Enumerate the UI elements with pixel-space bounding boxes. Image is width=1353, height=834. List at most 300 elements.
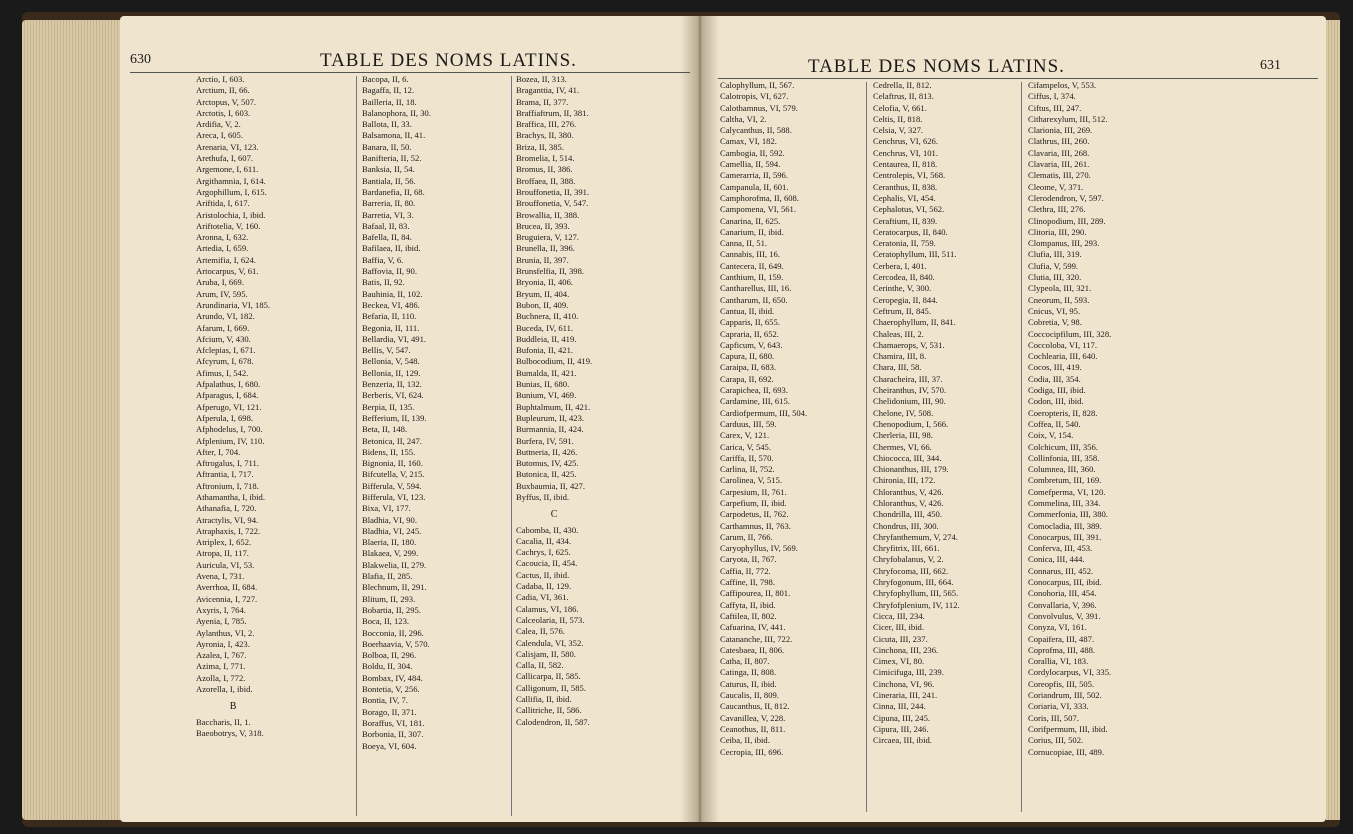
index-entry: Athanafia, I, 720. (196, 503, 257, 514)
index-column-2 (873, 80, 960, 747)
index-entry: Characheira, III, 37. (873, 373, 943, 384)
index-entry: Conocarpus, III, ibid. (1028, 577, 1102, 588)
index-entry: Cicer, III, ibid. (873, 622, 924, 633)
index-entry: Chelone, IV, 508. (873, 407, 934, 418)
index-entry: Bulbocodium, II, 419. (516, 356, 593, 367)
index-entry: Cimex, VI, 80. (873, 656, 925, 667)
index-entry: Arundinaria, VI, 185. (196, 299, 271, 310)
index-entry: Codon, III, ibid. (1028, 396, 1084, 407)
index-entry: Befferium, II, 139. (362, 412, 427, 423)
index-entry: Azima, I, 771. (196, 661, 246, 672)
index-entry: Caucalis, II, 809. (720, 690, 779, 701)
index-entry: Ayronia, I, 423. (196, 638, 250, 649)
index-entry: Buchnera, II, 410. (516, 311, 579, 322)
right-page (698, 16, 1326, 822)
index-entry: Corius, III, 502. (1028, 735, 1084, 746)
index-entry: Carex, V, 121. (720, 430, 770, 441)
index-entry: Corallia, VI, 183. (1028, 656, 1089, 667)
index-entry: Chloranthus, V, 426. (873, 486, 944, 497)
index-entry: Cicuta, III, 237. (873, 633, 928, 644)
index-entry: Blaeria, II, 180. (362, 537, 417, 548)
index-entry: Blitum, II, 293. (362, 593, 416, 604)
index-entry: Brama, II, 377. (516, 96, 569, 107)
index-entry: Afclepias, I, 671. (196, 345, 256, 356)
index-entry: Caftilea, II, 802. (720, 610, 777, 621)
index-entry: Boca, II, 123. (362, 616, 410, 627)
index-entry: Camerarria, II, 596. (720, 170, 789, 181)
index-entry: Athamantha, I, ibid. (196, 491, 265, 502)
index-entry: Braganttia, IV, 41. (516, 85, 580, 96)
index-entry: Chironia, III, 172. (873, 475, 936, 486)
index-entry: Bignonia, II, 160. (362, 458, 423, 469)
index-entry: Camax, VI, 182. (720, 136, 777, 147)
index-entry: Convallaria, V, 396. (1028, 599, 1097, 610)
header-rule (718, 78, 1318, 79)
index-entry: Bantiala, II, 56. (362, 175, 416, 186)
index-entry: Aylanthus, VI, 2. (196, 627, 255, 638)
index-entry: Bifferula, V, 594. (362, 480, 422, 491)
index-entry: Benzeria, II, 132. (362, 379, 422, 390)
index-entry: Cimicifuga, III, 239. (873, 667, 944, 678)
page-number: 630 (130, 52, 151, 67)
index-entry: Cinchona, VI, 96. (873, 678, 935, 689)
index-entry: Bupleurum, II, 423. (516, 412, 585, 423)
index-entry: Chenopodium, I, 566. (873, 418, 949, 429)
index-entry: Boldu, II, 304. (362, 661, 413, 672)
index-entry: Conyza, VI, 161. (1028, 622, 1087, 633)
index-entry: Cachrys, I, 625. (516, 547, 571, 558)
index-entry: Calea, II, 576. (516, 626, 565, 637)
index-entry: Calisjam, II, 580. (516, 648, 576, 659)
index-entry: Coccocipfilum, III, 328. (1028, 328, 1112, 339)
index-entry: Calophyllum, II, 567. (720, 80, 795, 90)
index-entry: Cochlearia, III, 640. (1028, 351, 1098, 362)
index-entry: Cephalotus, VI, 562. (873, 204, 945, 215)
index-entry: Bombax, IV, 484. (362, 672, 423, 683)
index-entry: Commelina, III, 334. (1028, 497, 1101, 508)
index-entry: Cantecera, II, 649. (720, 260, 784, 271)
index-entry: Cariffa, II, 570. (720, 452, 774, 463)
index-column-3 (1028, 80, 1111, 758)
index-entry: Ceratophyllum, III, 511. (873, 249, 957, 260)
index-entry: Chryfobalanus, V, 2. (873, 554, 944, 565)
index-entry: Bunium, VI, 469. (516, 390, 577, 401)
index-entry: Capficum, V, 643. (720, 339, 783, 350)
index-entry: Coriaria, VI, 333. (1028, 701, 1089, 712)
index-entry: Boeya, VI, 604. (362, 740, 417, 751)
column-divider (511, 76, 512, 816)
index-entry: Cardiofpermum, III, 504. (720, 407, 808, 418)
section-letter: B (229, 701, 237, 713)
index-entry: Chloranthus, V, 426. (873, 497, 944, 508)
index-entry: Cantharellus, III, 16. (720, 283, 792, 294)
index-entry: Caffine, II, 798. (720, 577, 775, 588)
index-entry: Balsamona, II, 41. (362, 130, 426, 141)
index-entry: Ceiba, II, ibid. (720, 735, 770, 746)
index-entry: Clathrus, III, 260. (1028, 136, 1090, 147)
index-entry: Aftrantia, I, 717. (196, 469, 254, 480)
index-entry: Catesbaea, II, 806. (720, 644, 785, 655)
index-entry: Artocarpus, V, 61. (196, 266, 259, 277)
index-entry: Afcyrum, I, 678. (196, 356, 254, 367)
index-entry: Cephalis, VI, 454. (873, 192, 936, 203)
index-entry: Clufia, III, 319. (1028, 249, 1082, 260)
index-entry: Blakaea, V, 299. (362, 548, 419, 559)
index-entry: Berberis, VI, 624. (362, 390, 424, 401)
page-title: TABLE DES NOMS LATINS. (808, 56, 1065, 77)
index-entry: Carlina, II, 752. (720, 464, 775, 475)
index-entry: Cantharum, II, 650. (720, 294, 788, 305)
index-entry: Callitriche, II, 586. (516, 705, 582, 716)
index-entry: Conica, III, 444. (1028, 554, 1085, 565)
index-entry: Bryonia, II, 406. (516, 277, 574, 288)
index-entry: Blakwelia, II, 279. (362, 559, 427, 570)
index-entry: Bolboa, II, 296. (362, 650, 417, 661)
index-entry: Bauhinia, II, 102. (362, 288, 423, 299)
index-entry: Bafaal, II, 83. (362, 220, 410, 231)
index-entry: Calla, II, 582. (516, 660, 564, 671)
index-entry: Cneorum, II, 593. (1028, 294, 1090, 305)
index-entry: Coccoloba, VI, 117. (1028, 339, 1097, 350)
index-entry: Chaerophyllum, II, 841. (873, 317, 956, 328)
index-entry: Clypeola, III, 321. (1028, 283, 1092, 294)
index-entry: Centrolepis, VI, 568. (873, 170, 946, 181)
index-entry: Commerfonia, III, 380. (1028, 509, 1108, 520)
index-entry: Bruguiera, V, 127. (516, 232, 579, 243)
index-entry: Ciftus, III, 247. (1028, 102, 1082, 113)
index-entry: Celtis, II, 818. (873, 113, 923, 124)
index-entry: Catha, II, 807. (720, 656, 770, 667)
index-column-2 (362, 74, 431, 752)
index-entry: Calycanthus, II, 588. (720, 125, 792, 136)
index-entry: Celofia, V, 661. (873, 102, 927, 113)
index-entry: Canarina, II, 625. (720, 215, 781, 226)
index-entry: Buttneria, II, 426. (516, 446, 578, 457)
index-entry: Citharexylum, III, 512. (1028, 113, 1108, 124)
index-entry: Carica, V, 545. (720, 441, 771, 452)
index-entry: Clinopodium, III, 289. (1028, 215, 1106, 226)
index-entry: Beckea, VI, 486. (362, 299, 420, 310)
index-entry: Bobartia, II, 295. (362, 604, 421, 615)
index-entry: Clarionia, III, 269. (1028, 125, 1093, 136)
index-entry: Bagaffa, II, 12. (362, 85, 415, 96)
index-entry: Cerbera, I, 401. (873, 260, 927, 271)
index-entry: Bufonia, II, 421. (516, 345, 574, 356)
index-entry: Betonica, II, 247. (362, 435, 422, 446)
column-divider (1021, 82, 1022, 812)
index-entry: Campanula, II, 601. (720, 181, 789, 192)
index-entry: Baccharis, II, 1. (196, 716, 251, 727)
index-entry: Averrhoa, II, 684. (196, 582, 258, 593)
index-entry: Campomena, VI, 561. (720, 204, 796, 215)
index-entry: Azorella, I, ibid. (196, 684, 253, 695)
index-entry: Cipuna, III, 245. (873, 712, 931, 723)
index-entry: Caffia, II, 772. (720, 565, 771, 576)
index-entry: Cobretia, V, 98. (1028, 317, 1082, 328)
index-entry: Carpesium, II, 761. (720, 486, 787, 497)
index-entry: Afcium, V, 430. (196, 333, 251, 344)
index-entry: Catinga, II, 808. (720, 667, 777, 678)
index-entry: Cardamine, III, 615. (720, 396, 790, 407)
index-entry: Cleome, V, 371. (1028, 181, 1084, 192)
index-entry: Axyris, I, 764. (196, 604, 246, 615)
index-entry: Briza, II, 385. (516, 141, 564, 152)
index-entry: Coreopfis, III, 505. (1028, 678, 1095, 689)
index-column-3 (516, 74, 592, 728)
index-entry: Brucea, II, 393. (516, 220, 570, 231)
index-entry: Boraffus, VI, 181. (362, 717, 425, 728)
index-entry: Arctium, II, 66. (196, 85, 250, 96)
index-entry: Cipura, III, 246. (873, 723, 929, 734)
index-entry: Callifia, II, ibid. (516, 694, 572, 705)
index-entry: Aruba, I, 669. (196, 277, 244, 288)
index-entry: Artedia, I, 659. (196, 243, 249, 254)
index-entry: Ballota, II, 33. (362, 119, 412, 130)
index-entry: Bixa, VI, 177. (362, 503, 411, 514)
index-entry: Clavaria, III, 268. (1028, 147, 1090, 158)
index-entry: Chaleas, III, 2. (873, 328, 924, 339)
index-entry: Coprofma, III, 488. (1028, 644, 1096, 655)
index-entry: Chryfofplenium, IV, 112. (873, 599, 960, 610)
index-entry: Calothamnus, VI, 579. (720, 102, 798, 113)
index-entry: Chryfogonum, III, 664. (873, 577, 954, 588)
index-entry: After, I, 704. (196, 446, 241, 457)
index-entry: Copaifera, III, 487. (1028, 633, 1095, 644)
index-entry: Baffia, V, 6. (362, 254, 404, 265)
index-entry: Coriandrum, III, 502. (1028, 690, 1102, 701)
index-entry: Artemifia, I, 624. (196, 254, 256, 265)
index-entry: Chionanthus, III, 179. (873, 464, 949, 475)
index-entry: Ceratonia, II, 759. (873, 238, 936, 249)
index-entry: Cabomba, II, 430. (516, 524, 579, 535)
index-entry: Corifpermum, III, ibid. (1028, 723, 1108, 734)
index-entry: Boerhaavia, V, 570. (362, 638, 430, 649)
index-entry: Cornucopiae, III, 489. (1028, 746, 1105, 757)
index-entry: Chamira, III, 8. (873, 351, 927, 362)
index-entry: Afperugo, VI, 121. (196, 401, 262, 412)
index-entry: Avena, I, 731. (196, 571, 245, 582)
index-entry: Befaria, II, 110. (362, 311, 417, 322)
index-entry: Cheiranthus, IV, 570. (873, 385, 947, 396)
index-entry: Baffovia, II, 90. (362, 266, 417, 277)
index-entry: Browallia, II, 388. (516, 209, 580, 220)
index-entry: Butomus, IV, 425. (516, 458, 579, 469)
index-entry: Clutia, III, 320. (1028, 272, 1082, 283)
index-entry: Arctopus, V, 507. (196, 96, 257, 107)
index-entry: Atriplex, I, 652. (196, 537, 252, 548)
index-entry: Capraria, II, 652. (720, 328, 779, 339)
index-entry: Clompanus, III, 293. (1028, 238, 1100, 249)
index-entry: Chryfanthemum, V, 274. (873, 531, 958, 542)
index-column-1 (196, 74, 270, 739)
index-entry: Afperula, I, 698. (196, 412, 254, 423)
index-entry: Buceda, IV, 611. (516, 322, 574, 333)
index-column-1 (720, 80, 807, 758)
index-entry: Ceratocarpus, II, 840. (873, 226, 948, 237)
index-entry: Auricula, VI, 53. (196, 559, 255, 570)
index-entry: Bunias, II, 680. (516, 379, 570, 390)
index-entry: Cavanillea, V, 228. (720, 712, 786, 723)
index-entry: Celsia, V, 327. (873, 125, 924, 136)
index-entry: Centaurea, II, 818. (873, 159, 938, 170)
index-entry: Cannabis, III, 16. (720, 249, 780, 260)
index-entry: Caltha, VI, 2. (720, 113, 767, 124)
index-entry: Arctotis, I, 603. (196, 107, 251, 118)
index-entry: Banifteria, II, 52. (362, 153, 422, 164)
index-entry: Convolvulus, V, 391. (1028, 610, 1101, 621)
index-entry: Clematis, III, 270. (1028, 170, 1091, 181)
index-entry: Broffaea, II, 388. (516, 175, 576, 186)
index-entry: Conohoria, III, 454. (1028, 588, 1097, 599)
index-entry: Blechnum, II, 291. (362, 582, 427, 593)
header-rule (130, 72, 690, 73)
index-entry: Bailleria, II, 18. (362, 96, 417, 107)
index-entry: Butonica, II, 425. (516, 469, 577, 480)
index-entry: Bryum, II, 404. (516, 288, 570, 299)
index-entry: Avicennia, I, 727. (196, 593, 258, 604)
index-entry: Celaftrus, II, 813. (873, 91, 934, 102)
index-entry: Aristolochia, I, ibid. (196, 209, 266, 220)
index-entry: Bellardia, VI, 491. (362, 333, 427, 344)
index-entry: Cenchrus, VI, 626. (873, 136, 939, 147)
index-entry: Carthamnus, II, 763. (720, 520, 791, 531)
index-entry: Cambogia, II, 592. (720, 147, 785, 158)
index-entry: Cafuarina, IV, 441. (720, 622, 786, 633)
index-entry: Capura, II, 680. (720, 351, 775, 362)
index-entry: Cadia, VI, 361. (516, 592, 569, 603)
index-entry: Calendula, VI, 352. (516, 637, 584, 648)
index-entry: Braffiaftrum, II, 381. (516, 107, 589, 118)
index-entry: Chara, III, 58. (873, 362, 922, 373)
index-entry: Banara, II, 50. (362, 141, 412, 152)
index-entry: Cenchrus, VI, 101. (873, 147, 939, 158)
index-entry: Braffica, III, 276. (516, 119, 577, 130)
index-entry: Camellia, II, 594. (720, 159, 781, 170)
index-entry: Cinchona, III, 236. (873, 644, 939, 655)
index-entry: Atropa, II, 117. (196, 548, 249, 559)
index-entry: Bromelia, I, 514. (516, 153, 575, 164)
index-entry: Bocconia, II, 296. (362, 627, 424, 638)
index-entry: Calceolaria, II, 573. (516, 614, 585, 625)
index-entry: Aronna, I, 632. (196, 232, 249, 243)
index-entry: Bontetia, V, 256. (362, 684, 420, 695)
index-entry: Barreria, II, 80. (362, 198, 416, 209)
index-entry: Batis, II, 92. (362, 277, 405, 288)
index-entry: Bardanefia, II, 68. (362, 186, 425, 197)
index-entry: Cantua, II, ibid. (720, 305, 775, 316)
index-entry: Carapa, II, 692. (720, 373, 774, 384)
index-entry: Caucanthus, II, 812. (720, 701, 790, 712)
index-entry: Borago, II, 371. (362, 706, 417, 717)
index-entry: Combretum, III, 169. (1028, 475, 1102, 486)
index-entry: Chryfitrix, III, 661. (873, 543, 940, 554)
index-entry: Cecropia, III, 696. (720, 746, 784, 757)
index-entry: Bidens, II, 155. (362, 446, 416, 457)
index-entry: Bladhia, VI, 245. (362, 525, 422, 536)
index-entry: Cacalia, II, 434. (516, 535, 572, 546)
index-entry: Cineraria, III, 241. (873, 690, 938, 701)
index-entry: Bumalda, II, 421. (516, 367, 577, 378)
index-entry: Berpia, II, 135. (362, 401, 415, 412)
index-entry: Afparagus, I, 684. (196, 390, 259, 401)
index-entry: Brouffonetia, V, 547. (516, 198, 589, 209)
index-entry: Connarus, III, 452. (1028, 565, 1094, 576)
index-entry: Coix, V, 154. (1028, 430, 1074, 441)
page-title: TABLE DES NOMS LATINS. (320, 50, 577, 71)
column-divider (356, 76, 357, 816)
index-entry: Ayenia, I, 785. (196, 616, 247, 627)
index-entry: Chelidonium, III, 90. (873, 396, 946, 407)
index-entry: Caturus, II, ibid. (720, 678, 777, 689)
index-entry: Canna, II, 51. (720, 238, 768, 249)
index-entry: Beta, II, 148. (362, 424, 408, 435)
index-entry: Brunella, II, 396. (516, 243, 575, 254)
index-entry: Codiga, III, ibid. (1028, 385, 1086, 396)
index-entry: Bubon, II, 409. (516, 299, 569, 310)
index-entry: Brouffonetia, II, 391. (516, 186, 590, 197)
page-number: 631 (1260, 58, 1281, 73)
index-entry: Ceropegia, II, 844. (873, 294, 938, 305)
index-entry: Bafella, II, 84. (362, 232, 412, 243)
index-entry: Ardifia, V, 2. (196, 119, 241, 130)
index-entry: Bifferula, VI, 123. (362, 491, 426, 502)
index-entry: Banksia, II, 54. (362, 164, 415, 175)
index-entry: Coeropteris, II, 828. (1028, 407, 1098, 418)
index-entry: Colchicum, III, 356. (1028, 441, 1098, 452)
index-entry: Callicarpa, II, 585. (516, 671, 581, 682)
index-entry: Carolinea, V, 515. (720, 475, 782, 486)
index-entry: Calodendron, II, 587. (516, 716, 590, 727)
index-entry: Carduus, III, 59. (720, 418, 777, 429)
index-entry: Cadaba, II, 129. (516, 581, 572, 592)
index-entry: Argophillum, I, 615. (196, 186, 267, 197)
index-entry: Clufia, V, 599. (1028, 260, 1079, 271)
index-entry: Cinna, III, 244. (873, 701, 926, 712)
index-entry: Chryfocoma, III, 662. (873, 565, 949, 576)
index-entry: Clethra, III, 276. (1028, 204, 1086, 215)
column-divider (866, 82, 867, 812)
index-entry: Begonia, II, 111. (362, 322, 420, 333)
index-entry: Bellonia, V, 548. (362, 356, 420, 367)
index-entry: Bozea, II, 313. (516, 74, 567, 84)
index-entry: Borbonia, II, 307. (362, 729, 424, 740)
index-entry: Coffea, II, 540. (1028, 418, 1081, 429)
index-entry: Burfera, IV, 591. (516, 435, 574, 446)
index-entry: Cherleria, III, 98. (873, 430, 933, 441)
index-entry: Cordylocarpus, VI, 335. (1028, 667, 1112, 678)
index-entry: Collinfonia, III, 358. (1028, 452, 1100, 463)
index-entry: Aftronium, I, 718. (196, 480, 259, 491)
index-entry: Conferva, III, 453. (1028, 543, 1093, 554)
index-entry: Balanophora, II, 30. (362, 107, 431, 118)
index-entry: Bladhia, VI, 90. (362, 514, 417, 525)
index-entry: Chiococca, III, 344. (873, 452, 942, 463)
index-entry: Canthium, II, 159. (720, 272, 784, 283)
index-entry: Comefperma, VI, 120. (1028, 486, 1106, 497)
index-entry: Calotropis, VI, 627. (720, 91, 789, 102)
index-entry: Bellonia, II, 129. (362, 367, 421, 378)
index-entry: Buxbaumia, II, 427. (516, 480, 585, 491)
page-edges-right (1326, 20, 1340, 820)
index-entry: Ariftida, I, 617. (196, 198, 250, 209)
index-entry: Carapichea, II, 693. (720, 385, 789, 396)
index-entry: Cocos, III, 419. (1028, 362, 1082, 373)
index-entry: Chamaerops, V, 531. (873, 339, 945, 350)
index-entry: Argemone, I, 611. (196, 164, 259, 175)
index-entry: Bellis, V, 547. (362, 345, 411, 356)
index-entry: Cacoucia, II, 454. (516, 558, 578, 569)
index-entry: Carum, II, 766. (720, 531, 773, 542)
